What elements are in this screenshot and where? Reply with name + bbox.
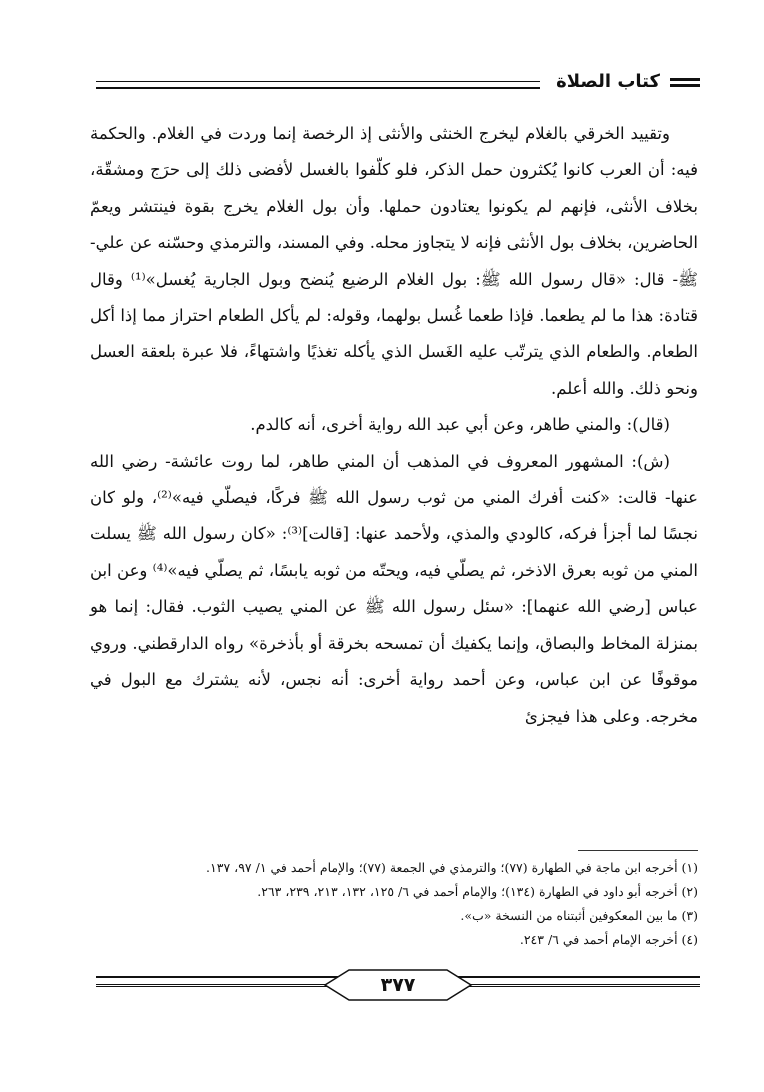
paragraph-2: (قال): والمني طاهر، وعن أبي عبد الله رواية أخرى، أنه كالدم.: [250, 415, 670, 435]
footnote-1: (١) أخرجه ابن ماجة في الطهارة (٧٧)؛ والترمذي في الجمعة (٧٧)؛ والإمام أحمد في ١/ ٩٧، ١٣٧.: [206, 860, 698, 875]
paragraph-1: وتقييد الخرقي بالغلام ليخرج الخنثى والأنثى إذ الرخصة إنما وردت في الغلام. والحكمة فيه: أن العرب كانوا يُكثرون حمل الذكر، فلو كلّفوا بالغسل لأفضى ذلك إلى حرَج ومشقّة، بخلاف الأنثى، فإنهم لم يكونوا يعتادون حملها. وأن بول الغلام يخرج بقوة فينتشر ويعمّ الحاضرين، بخلاف بول الأنثى فإنه لا يتجاوز محله. وفي المسند، والترمذي وحسّنه عن علي- ﷺ- قال: «قال رسول الله ﷺ: بول الغلام الرضيع يُنضح وبول الجارية يُغسل»⁽¹⁾ وقال قتادة: هذا ما لم يطعما. فإذا طعما غُسل بولهما، وقوله: لم يأكل الطعام احتراز مما إذا أكل الطعام. والطعام الذي يترتّب عليه الغَسل الذي يأكله تغذيًا واشتهاءً، فلا عبرة بلعقة العسل ونحو ذلك. والله أعلم.: [90, 124, 698, 398]
header-marker-icon: [670, 78, 700, 88]
header-rule: [96, 81, 540, 89]
chapter-title: كتاب الصلاة: [552, 70, 664, 94]
page-number-badge: [323, 968, 473, 1002]
footnote-2: (٢) أخرجه أبو داود في الطهارة (١٣٤)؛ والإمام أحمد في ٦/ ١٢٥، ١٣٢، ٢١٣، ٢٣٩، ٢٦٣.: [257, 884, 698, 899]
footnote-4: (٤) أخرجه الإمام أحمد في ٦/ ٢٤٣.: [519, 932, 698, 947]
page-footer: [96, 964, 700, 1004]
page-number: ٣٧٧: [380, 974, 416, 996]
footnotes: [90, 856, 698, 952]
main-text: [90, 116, 698, 735]
paragraph-3: (ش): المشهور المعروف في المذهب أن المني طاهر، لما روت عائشة- رضي الله عنها- قالت: «كنت أفرك المني من ثوب رسول الله ﷺ فركًا، فيصلّي فيه»⁽²⁾، ولو كان نجسًا لما أجزأ فركه، كالودي والمذي، ولأحمد عنها: [قالت]⁽³⁾: «كان رسول الله ﷺ يسلت المني من ثوبه بعرق الاذخر، ثم يصلّي فيه، ويحتّه من ثوبه يابسًا، ثم يصلّي فيه»⁽⁴⁾ وعن ابن عباس [رضي الله عنهما]: «سئل رسول الله ﷺ عن المني يصيب الثوب. فقال: إنما هو بمنزلة المخاط والبصاق، وإنما يكفيك أن تمسحه بخرقة أو بأذخرة» رواه الدارقطني. وروي موقوفًا عن ابن عباس، وعن أحمد رواية أخرى: أنه نجس، لأنه يشترك مع البول في مخرجه. وعلى هذا فيجزئ: [90, 451, 698, 726]
footnote-3: (٣) ما بين المعكوفين أثبتناه من النسخة «ب».: [460, 908, 698, 923]
running-header: [96, 70, 700, 96]
footnote-separator: [578, 850, 698, 851]
